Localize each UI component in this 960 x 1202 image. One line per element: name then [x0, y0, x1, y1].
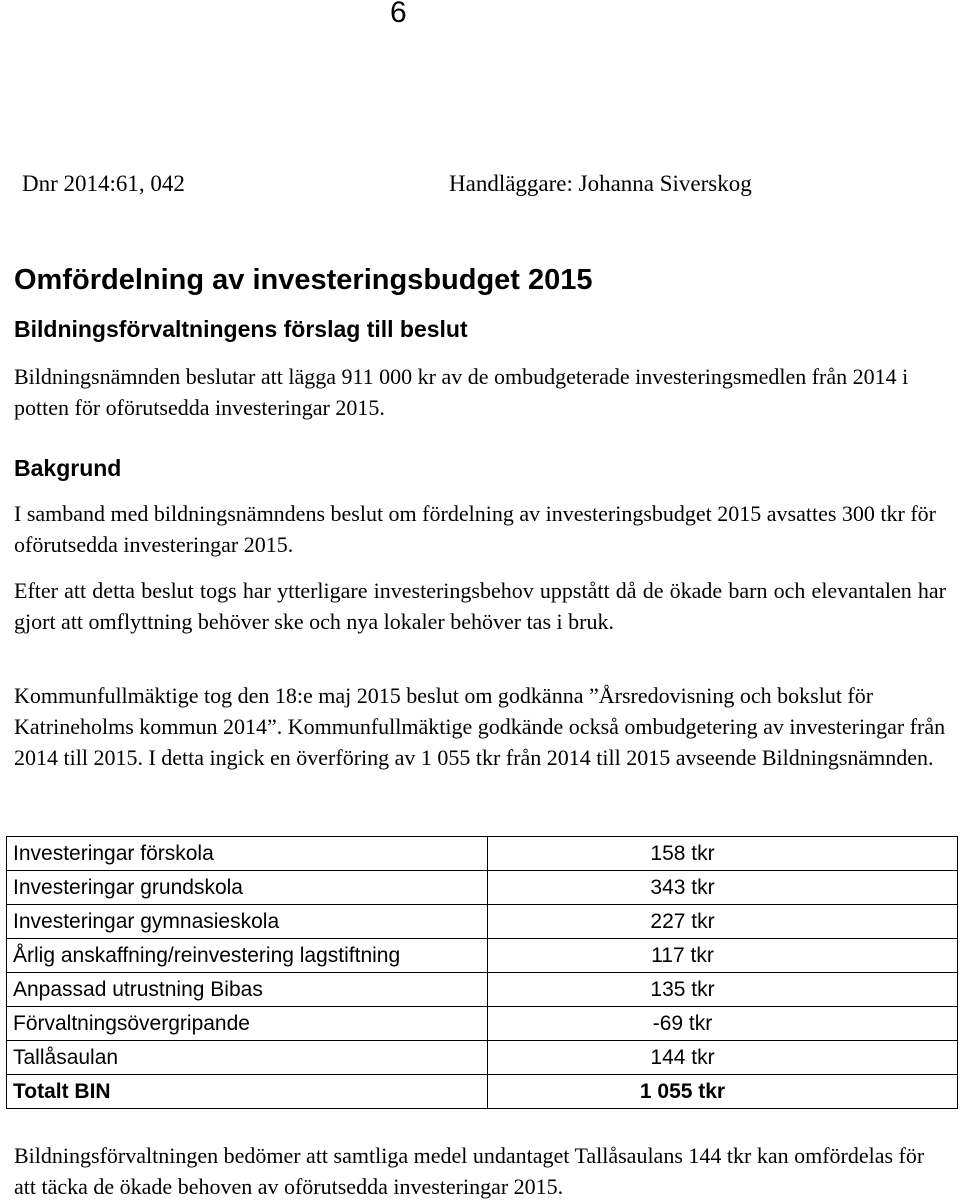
budget-table	[6, 836, 958, 1109]
row-label: Tallåsaulan	[7, 1041, 488, 1075]
row-label: Anpassad utrustning Bibas	[7, 973, 488, 1007]
row-value: 343 tkr	[488, 871, 958, 905]
row-label: Investeringar förskola	[7, 837, 488, 871]
row-value: 117 tkr	[488, 939, 958, 973]
document-subtitle: Bildningsförvaltningens förslag till beslut	[14, 316, 468, 342]
table-row	[7, 939, 958, 973]
table-row	[7, 1041, 958, 1075]
document-title: Omfördelning av investeringsbudget 2015	[14, 264, 593, 296]
decision-paragraph: Bildningsnämnden beslutar att lägga 911 000 kr av de ombudgeterade investeringsmedlen från 2014 i potten för oförutsedda investeringar 2015.	[14, 364, 909, 420]
table-row	[7, 871, 958, 905]
bakgrund-heading: Bakgrund	[14, 455, 122, 481]
table-row	[7, 837, 958, 871]
page-number: 6	[390, 0, 407, 29]
row-value: 227 tkr	[488, 905, 958, 939]
row-label: Investeringar grundskola	[7, 871, 488, 905]
row-value: 135 tkr	[488, 973, 958, 1007]
row-label: Investeringar gymnasieskola	[7, 905, 488, 939]
row-label: Årlig anskaffning/reinvestering lagstiftning	[7, 939, 488, 973]
table-row	[7, 905, 958, 939]
table-row	[7, 1007, 958, 1041]
row-label: Förvaltningsövergripande	[7, 1007, 488, 1041]
total-label: Totalt BIN	[7, 1075, 488, 1109]
row-value: 158 tkr	[488, 837, 958, 871]
row-value: 144 tkr	[488, 1041, 958, 1075]
final-paragraph: Bildningsförvaltningen bedömer att samtliga medel undantaget Tallåsaulans 144 tkr kan omfördelas för att täcka de ökade behoven av oförutsedda investeringar 2015.	[14, 1143, 925, 1199]
bakgrund-paragraph-3: Kommunfullmäktige tog den 18:e maj 2015 beslut om godkänna ”Årsredovisning och bokslut för Katrineholms kommun 2014”. Kommunfullmäktige godkände också ombudgetering av investeringar från 2014 till 2015. I detta ingick en överföring av 1 055 tkr från 2014 till 2015 avseende Bildningsnämnden.	[14, 683, 946, 770]
dnr-reference: Dnr 2014:61, 042	[22, 171, 185, 196]
total-value: 1 055 tkr	[488, 1075, 958, 1109]
bakgrund-paragraph-2: Efter att detta beslut togs har ytterligare investeringsbehov uppstått då de ökade barn och elevantalen har gjort att omflyttning behöver ske och nya lokaler behöver tas i bruk.	[14, 578, 946, 634]
table-row	[7, 973, 958, 1007]
bakgrund-paragraph-1: I samband med bildningsnämndens beslut om fördelning av investeringsbudget 2015 avsattes 300 tkr för oförutsedda investeringar 2015.	[14, 501, 937, 557]
table-total-row	[7, 1075, 958, 1109]
handlaggare: Handläggare: Johanna Siverskog	[449, 171, 752, 196]
row-value: -69 tkr	[488, 1007, 958, 1041]
